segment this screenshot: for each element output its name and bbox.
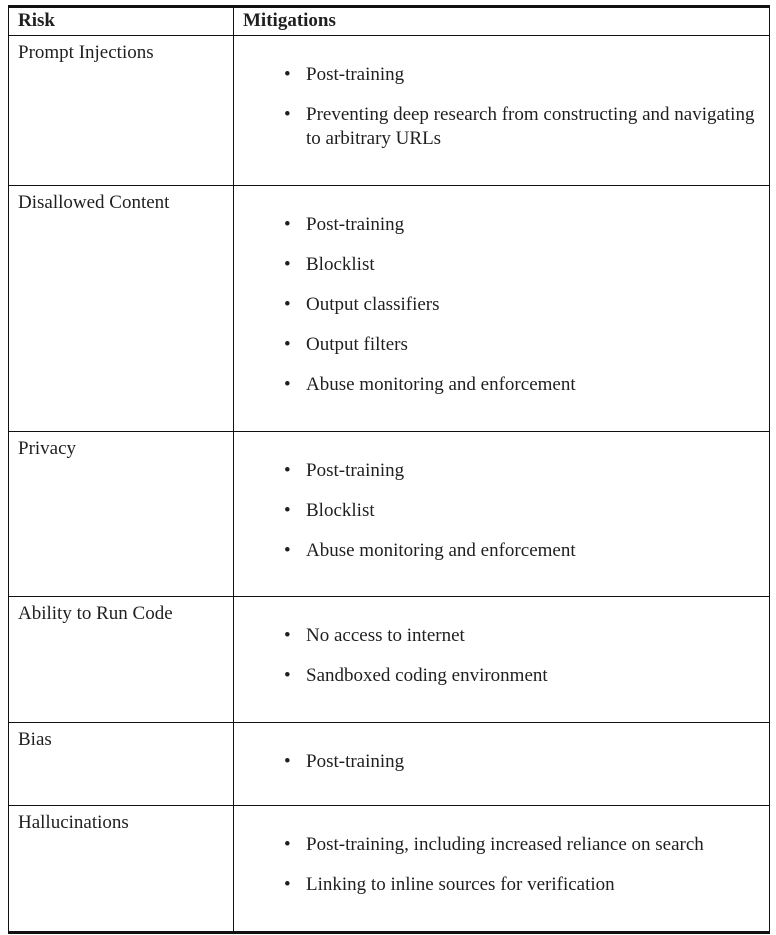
risk-cell: Privacy bbox=[9, 432, 234, 597]
bullet-icon: • bbox=[284, 214, 291, 235]
mitigation-text: Abuse monitoring and enforcement bbox=[306, 540, 576, 561]
risk-cell: Hallucinations bbox=[9, 806, 234, 933]
table-row bbox=[9, 597, 770, 723]
mitigation-text: Linking to inline sources for verification bbox=[306, 874, 615, 895]
mitigation-item bbox=[284, 213, 759, 237]
mitigations-cell bbox=[234, 36, 770, 186]
mitigation-text: Post-training bbox=[306, 460, 405, 481]
mitigation-text: Output filters bbox=[306, 334, 408, 355]
mitigations-list bbox=[234, 624, 759, 688]
mitigation-item bbox=[284, 253, 759, 277]
mitigation-item bbox=[284, 63, 759, 87]
mitigation-text: Post-training bbox=[306, 64, 405, 85]
mitigations-cell bbox=[234, 723, 770, 806]
mitigation-text: Blocklist bbox=[306, 500, 375, 521]
mitigation-text: Abuse monitoring and enforcement bbox=[306, 374, 576, 395]
mitigations-cell bbox=[234, 806, 770, 933]
table-row bbox=[9, 723, 770, 806]
bullet-icon: • bbox=[284, 874, 291, 895]
risk-cell: Ability to Run Code bbox=[9, 597, 234, 723]
mitigation-item bbox=[284, 833, 759, 857]
mitigations-list bbox=[234, 459, 759, 563]
bullet-icon: • bbox=[284, 104, 291, 125]
bullet-icon: • bbox=[284, 540, 291, 561]
table-row bbox=[9, 36, 770, 186]
bullet-icon: • bbox=[284, 64, 291, 85]
mitigation-item bbox=[284, 539, 759, 563]
risk-cell: Bias bbox=[9, 723, 234, 806]
mitigation-text: Preventing deep research from constructing and navigating to arbitrary URLs bbox=[306, 104, 755, 149]
bullet-icon: • bbox=[284, 460, 291, 481]
mitigation-item bbox=[284, 664, 759, 688]
bullet-icon: • bbox=[284, 334, 291, 355]
mitigation-item bbox=[284, 373, 759, 397]
table-row bbox=[9, 186, 770, 432]
bullet-icon: • bbox=[284, 665, 291, 686]
column-header-risk: Risk bbox=[9, 7, 234, 36]
bullet-icon: • bbox=[284, 254, 291, 275]
bullet-icon: • bbox=[284, 625, 291, 646]
table-body bbox=[9, 36, 770, 933]
mitigation-item bbox=[284, 499, 759, 523]
mitigation-item bbox=[284, 459, 759, 483]
mitigations-list bbox=[234, 833, 759, 897]
mitigation-item bbox=[284, 624, 759, 648]
mitigation-item bbox=[284, 103, 759, 151]
mitigation-text: Blocklist bbox=[306, 254, 375, 275]
mitigations-cell bbox=[234, 597, 770, 723]
table-header bbox=[9, 7, 770, 36]
table-row bbox=[9, 432, 770, 597]
risk-mitigations-table bbox=[8, 5, 770, 934]
mitigations-cell bbox=[234, 432, 770, 597]
mitigation-text: Post-training bbox=[306, 214, 405, 235]
mitigation-text: Output classifiers bbox=[306, 294, 440, 315]
table-row bbox=[9, 806, 770, 933]
column-header-mitigations: Mitigations bbox=[234, 7, 770, 36]
bullet-icon: • bbox=[284, 374, 291, 395]
mitigations-list bbox=[234, 213, 759, 397]
mitigations-list bbox=[234, 63, 759, 151]
mitigation-item bbox=[284, 873, 759, 897]
mitigation-text: Post-training bbox=[306, 751, 405, 772]
header-row bbox=[9, 7, 770, 36]
bullet-icon: • bbox=[284, 751, 291, 772]
mitigations-list bbox=[234, 750, 759, 774]
bullet-icon: • bbox=[284, 294, 291, 315]
mitigation-text: Post-training, including increased reliance on search bbox=[306, 834, 704, 855]
risk-cell: Prompt Injections bbox=[9, 36, 234, 186]
mitigation-text: No access to internet bbox=[306, 625, 465, 646]
mitigations-cell bbox=[234, 186, 770, 432]
mitigation-item bbox=[284, 333, 759, 357]
bullet-icon: • bbox=[284, 500, 291, 521]
mitigation-text: Sandboxed coding environment bbox=[306, 665, 548, 686]
risk-cell: Disallowed Content bbox=[9, 186, 234, 432]
mitigation-item bbox=[284, 293, 759, 317]
mitigation-item bbox=[284, 750, 759, 774]
bullet-icon: • bbox=[284, 834, 291, 855]
